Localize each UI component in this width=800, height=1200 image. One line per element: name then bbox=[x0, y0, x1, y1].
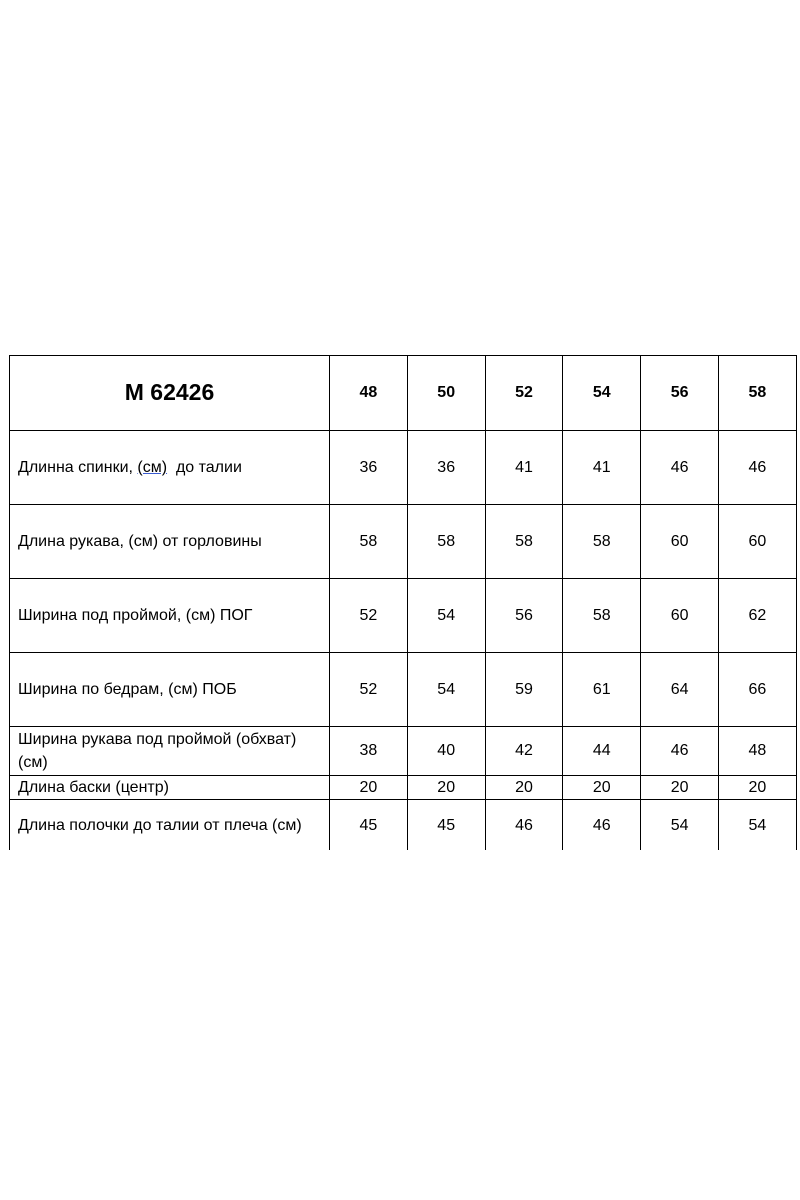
table-cell: 58 bbox=[485, 505, 563, 579]
row-label-underarm-width: Ширина под проймой, (см) ПОГ bbox=[10, 579, 330, 653]
table-cell: 61 bbox=[563, 653, 641, 727]
table-cell: 62 bbox=[718, 579, 796, 653]
table-cell: 46 bbox=[641, 431, 719, 505]
row-label-hip-width: Ширина по бедрам, (см) ПОБ bbox=[10, 653, 330, 727]
table-cell: 60 bbox=[641, 505, 719, 579]
table-cell: 58 bbox=[563, 505, 641, 579]
table-cell: 42 bbox=[485, 727, 563, 776]
table-cell: 59 bbox=[485, 653, 563, 727]
table-cell: 38 bbox=[330, 727, 408, 776]
table-cell: 46 bbox=[718, 431, 796, 505]
size-header-50: 50 bbox=[407, 356, 485, 431]
table-cell: 58 bbox=[407, 505, 485, 579]
table-row-sleeve-length bbox=[10, 505, 797, 579]
table-cell: 20 bbox=[330, 776, 408, 800]
table-cell: 45 bbox=[407, 800, 485, 851]
size-header-48: 48 bbox=[330, 356, 408, 431]
table-cell: 20 bbox=[563, 776, 641, 800]
table-row-sleeve-width bbox=[10, 727, 797, 776]
size-header-56: 56 bbox=[641, 356, 719, 431]
row-label-part: Длинна спинки, bbox=[18, 458, 138, 476]
row-label-back-length bbox=[10, 431, 330, 505]
table-row-underarm-width bbox=[10, 579, 797, 653]
row-label-unit: (см) bbox=[137, 458, 168, 476]
table-cell: 58 bbox=[563, 579, 641, 653]
table-cell: 66 bbox=[718, 653, 796, 727]
table-cell: 45 bbox=[330, 800, 408, 851]
table-cell: 52 bbox=[330, 579, 408, 653]
table-cell: 20 bbox=[407, 776, 485, 800]
table-cell: 46 bbox=[641, 727, 719, 776]
table-cell: 40 bbox=[407, 727, 485, 776]
table-cell: 20 bbox=[641, 776, 719, 800]
table-row-peplum-length bbox=[10, 776, 797, 800]
table-cell: 54 bbox=[407, 653, 485, 727]
table-cell: 60 bbox=[718, 505, 796, 579]
table-cell: 36 bbox=[330, 431, 408, 505]
row-label-front-length: Длина полочки до талии от плеча (см) bbox=[10, 800, 330, 851]
size-header-54: 54 bbox=[563, 356, 641, 431]
table-cell: 48 bbox=[718, 727, 796, 776]
table-cell: 56 bbox=[485, 579, 563, 653]
table-cell: 54 bbox=[718, 800, 796, 851]
table-cell: 54 bbox=[641, 800, 719, 851]
table-cell: 52 bbox=[330, 653, 408, 727]
table-cell: 36 bbox=[407, 431, 485, 505]
table-cell: 44 bbox=[563, 727, 641, 776]
table-cell: 46 bbox=[485, 800, 563, 851]
table-cell: 41 bbox=[485, 431, 563, 505]
size-chart-table bbox=[9, 355, 797, 850]
table-cell: 54 bbox=[407, 579, 485, 653]
table-cell: 20 bbox=[485, 776, 563, 800]
table-cell: 60 bbox=[641, 579, 719, 653]
size-header-58: 58 bbox=[718, 356, 796, 431]
table-cell: 20 bbox=[718, 776, 796, 800]
model-title: М 62426 bbox=[10, 356, 330, 431]
row-label-sleeve-width: Ширина рукава под проймой (обхват) (см) bbox=[10, 727, 330, 776]
table-cell: 41 bbox=[563, 431, 641, 505]
table-cell: 46 bbox=[563, 800, 641, 851]
table-row-hip-width bbox=[10, 653, 797, 727]
table-cell: 58 bbox=[330, 505, 408, 579]
table-row-front-length bbox=[10, 800, 797, 851]
row-label-part: до талии bbox=[167, 458, 242, 476]
row-label-peplum-length: Длина баски (центр) bbox=[10, 776, 330, 800]
table-row-back-length bbox=[10, 431, 797, 505]
row-label-sleeve-length: Длина рукава, (см) от горловины bbox=[10, 505, 330, 579]
table-cell: 64 bbox=[641, 653, 719, 727]
size-header-52: 52 bbox=[485, 356, 563, 431]
header-row bbox=[10, 356, 797, 431]
